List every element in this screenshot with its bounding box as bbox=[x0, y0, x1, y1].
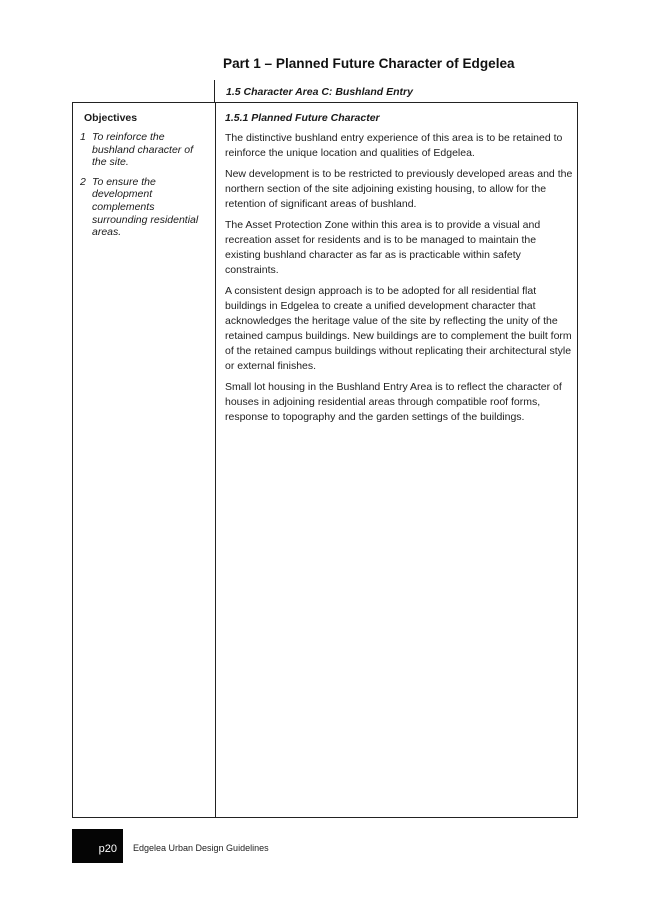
column-divider-top bbox=[214, 80, 215, 103]
objectives-heading: Objectives bbox=[84, 112, 138, 124]
section-heading: 1.5 Character Area C: Bushland Entry bbox=[226, 86, 413, 98]
objective-number: 2 bbox=[80, 175, 86, 188]
paragraph: The distinctive bushland entry experience of this area is to be retained to reinforce the unique location and qualities of Edgelea. bbox=[225, 132, 563, 159]
paragraph: Small lot housing in the Bushland Entry Area is to reflect the character of houses in adjoining residential areas through compatible roof forms, response to topography and the garden settings of the buildings. bbox=[225, 381, 562, 423]
page-number-box bbox=[72, 829, 123, 863]
objective-number: 1 bbox=[80, 131, 86, 143]
objective-item bbox=[80, 176, 210, 239]
objective-text: To reinforce the bushland character of the site. bbox=[92, 131, 193, 169]
footer-document-title: Edgelea Urban Design Guidelines bbox=[133, 843, 269, 853]
paragraph-list bbox=[225, 131, 573, 431]
page-number: p20 bbox=[98, 843, 117, 855]
column-divider bbox=[215, 103, 216, 817]
subsection-heading: 1.5.1 Planned Future Character bbox=[225, 112, 380, 124]
paragraph: New development is to be restricted to previously developed areas and the northern section of the site adjoining existing housing, to allow for the retention of significant areas of bushland. bbox=[225, 168, 573, 210]
objective-item bbox=[80, 131, 210, 169]
paragraph: The Asset Protection Zone within this area is to provide a visual and recreation asset for residents and is to be managed to maintain the existing bushland character as far as is practicable within safety constraints. bbox=[225, 219, 541, 276]
page-title: Part 1 – Planned Future Character of Edgelea bbox=[223, 56, 515, 71]
paragraph: A consistent design approach is to be adopted for all residential flat buildings in Edgelea to create a unified development character that acknowledges the heritage value of the site by reflecting the unity of the retained campus buildings. New buildings are to complement the built form of the retained campus buildings without replicating their architectural style or external finishes. bbox=[225, 285, 572, 372]
objective-text: To ensure the development complements surrounding residential areas. bbox=[92, 175, 199, 239]
objectives-list bbox=[80, 131, 210, 246]
content-frame bbox=[72, 102, 578, 818]
